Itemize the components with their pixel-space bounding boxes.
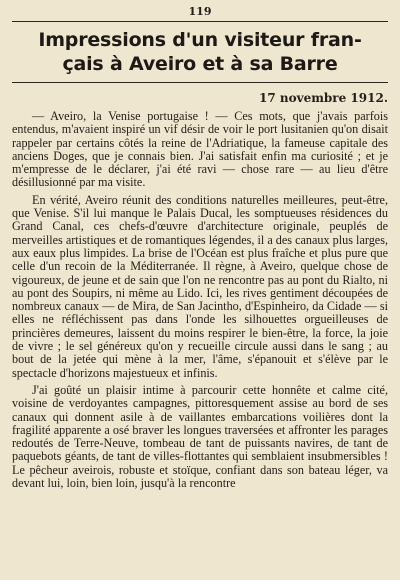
- paragraph-3: J'ai goûté un plaisir intime à parcourir cette honnête et calme cité, voisine de verdoyantes campagnes, pittoresquement assise au bord de ses canaux qui donnent asile à de vaillantes embarcations voilières dont la fragilité apparente a osé braver les longues traversées et affronter les parages redoutés de Terre-Neuve, tombeau de tant de puissants navires, de tant de paquebots géants, de tant de villes-flottantes qui semblaient insubmersibles ! Le pêcheur aveirois, robuste et stoïque, confiant dans son bateau léger, va devant lui, loin, bien loin, jusqu'à la rencontre: [12, 382, 388, 491]
- header-rule: [12, 21, 388, 22]
- article-title-line-2: çais à Aveiro et à sa Barre: [62, 53, 338, 75]
- title-rule: [12, 82, 388, 83]
- paragraph-2: En vérité, Aveiro réunit des conditions naturelles meilleures, peut-être, que Venise. S'il lui manque le Palais Ducal, les somptueuses résidences du Grand Canal, ces chefs-d'œuvre d'architecture originale, peuplés de merveilles artistiques et de romantiques légendes, il a des canaux plus larges, aux eaux plus limpides. La brise de l'Océan est plus fraîche et plus pure que celle d'un recoin de la Méditerranée. Il règne, à Aveiro, quelque chose de vigoureux, de jeune et de sain que l'on ne rencontre pas au pont du Rialto, ni au pont des Soupirs, ni même au Lido. Ici, les rives gentiment découpées de nombreux canaux — de Mira, de San Jacintho, d'Espinheiro, da Cidade — si elles ne réfléchissent pas dans l'onde les silhouettes orgueilleuses de princières demeures, laissent du moins respirer le bien-être, la force, la joie de vivre ; le sel généreux qu'on y recueille circule aussi dans le sang ; au bout de la jetée qui mène à la mer, l'âme, s'épanouit et s'élève par le spectacle d'horizons majestueux et infinis.: [12, 192, 388, 380]
- article-title-line-1: Impressions d'un visiteur fran-: [38, 29, 362, 51]
- page-number: 119: [188, 5, 212, 18]
- article-body: [12, 110, 388, 490]
- paragraph-1: — Aveiro, la Venise portugaise ! — Ces mots, que j'avais parfois entendus, m'avaient inspiré un vif désir de voir le port lusitanien qu'on disait rappeler par certains côtés la reine de l'Adriatique, la fameuse capitale des anciens Doges, que je connais bien. J'ai satisfait enfin ma curiosité ; et je m'empresse de le déclarer, j'ai été ravi — chose rare — au lieu d'être désillusionné par ma visite.: [12, 109, 388, 190]
- article-title: [12, 28, 388, 76]
- article-date: 17 novembre 1912.: [258, 91, 388, 105]
